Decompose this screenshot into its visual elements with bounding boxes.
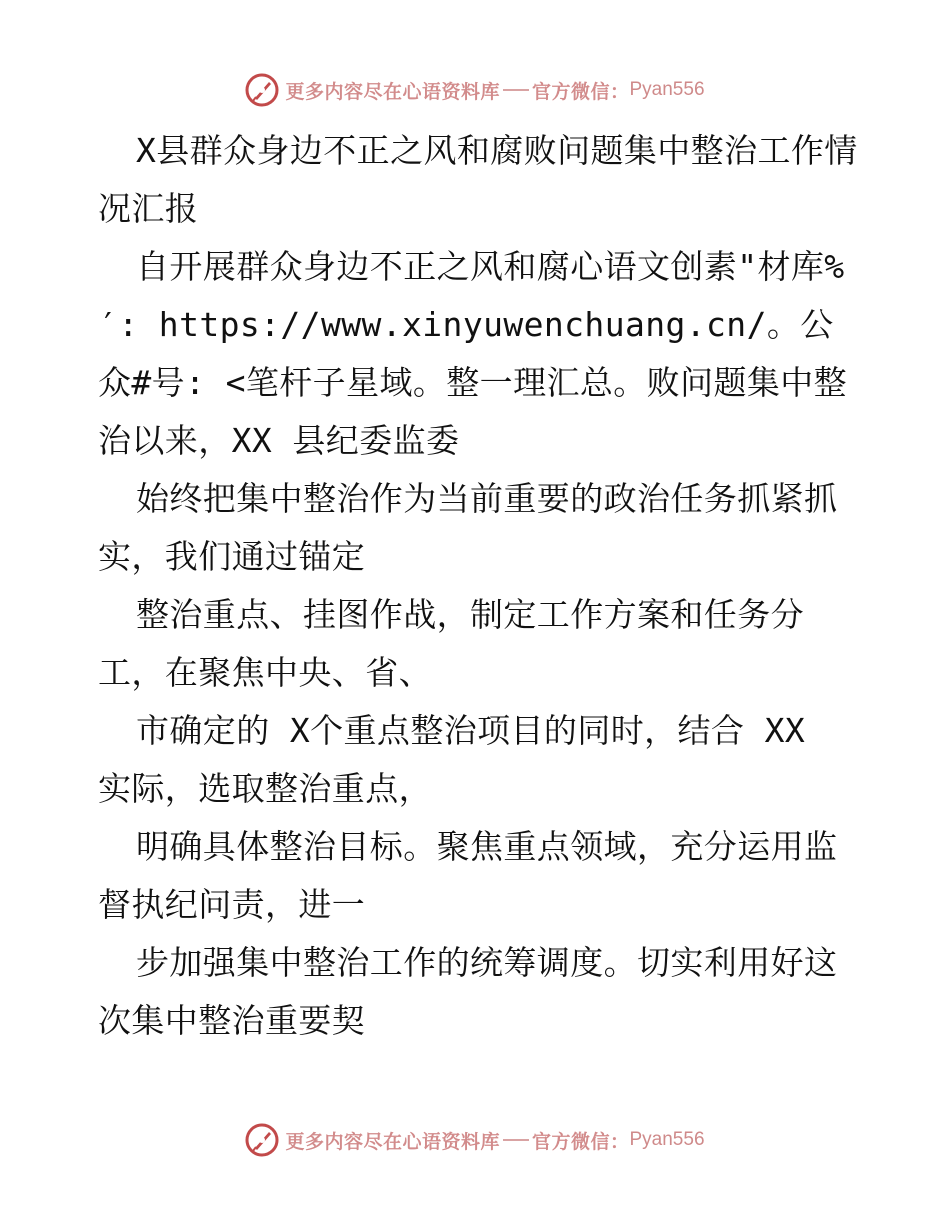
quill-logo-icon [245,73,279,107]
paragraph: 市确定的 X个重点整治项目的同时，结合 XX 实际，选取整治重点， [98,711,806,808]
watermark-wechat-id: Pyan556 [629,1129,705,1150]
watermark-dash [503,89,529,91]
watermark-suffix: 官方微信： [531,1130,630,1153]
paragraph: 自开展群众身边不正之风和腐心语文创素"材库%′: https://www.xinyuwenchuang.cn/。公众#号: <笔杆子星域。整一理汇总。败问题集中整治以来，XX 县纪委监委 [98,247,848,460]
watermark-footer [0,1120,950,1160]
watermark-header [0,70,950,110]
paragraph: 步加强集中整治工作的统筹调度。切实利用好这次集中整治重要契 [98,943,838,1040]
watermark-suffix: 官方微信： [531,80,630,103]
watermark-wechat-id: Pyan556 [629,79,705,100]
document-body [98,122,858,1050]
watermark-dash [503,1139,529,1141]
paragraph: 始终把集中整治作为当前重要的政治任务抓紧抓实，我们通过锚定 [98,479,838,576]
watermark-text: 更多内容尽在心语资料库 [285,1130,500,1153]
quill-logo-icon [245,1123,279,1157]
paragraph: 明确具体整治目标。聚焦重点领域，充分运用监督执纪问责，进一 [98,827,838,924]
paragraph: 整治重点、挂图作战，制定工作方案和任务分工，在聚焦中央、省、 [98,595,804,692]
document-title: X县群众身边不正之风和腐败问题集中整治工作情况汇报 [98,131,858,228]
watermark-text: 更多内容尽在心语资料库 [285,80,500,103]
